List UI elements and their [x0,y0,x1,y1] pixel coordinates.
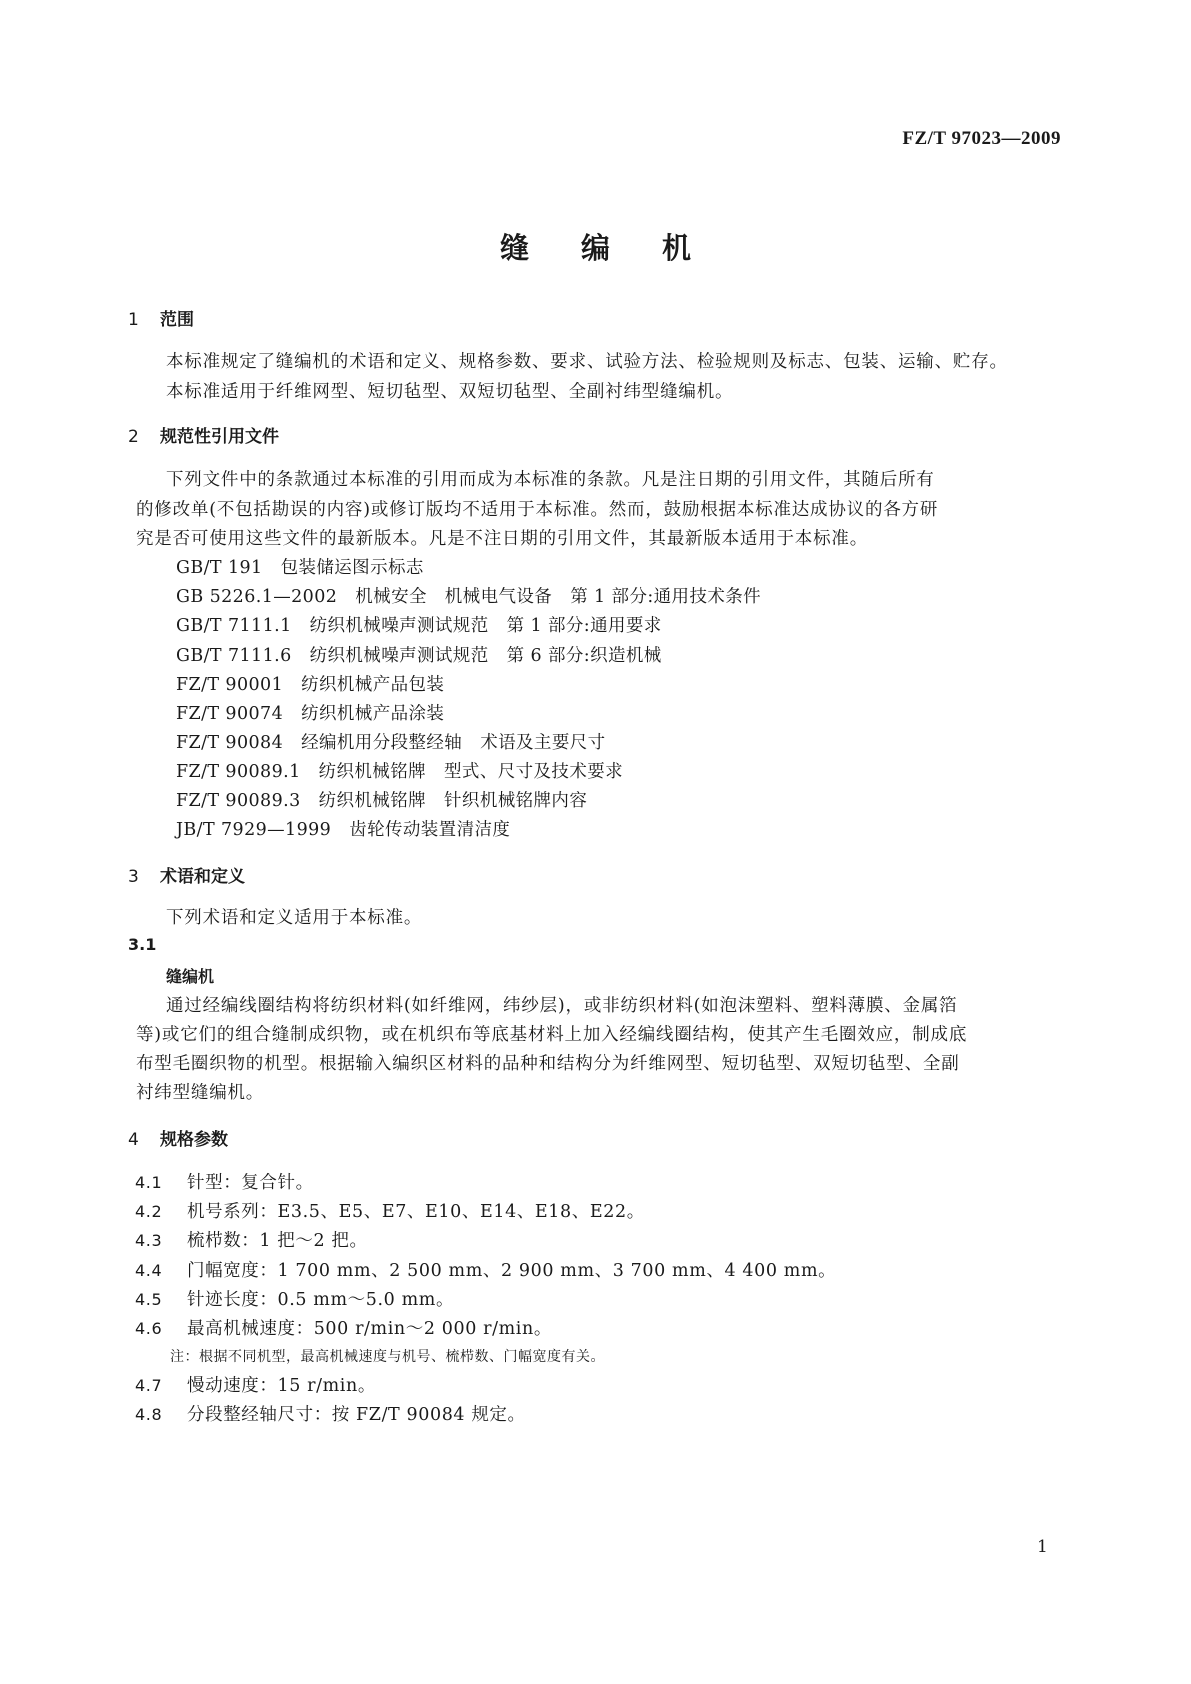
reference-part: 型式、尺寸及技术要求 [444,762,624,782]
reference-item [176,787,587,812]
section-number: 2 [128,427,139,447]
clause-number: 4.8 [135,1405,163,1424]
reference-item [176,583,761,608]
reference-item [176,554,424,579]
reference-item [176,816,510,841]
paragraph: 本标准规定了缝编机的术语和定义、规格参数、要求、试验方法、检验规则及标志、包装、运输、贮存。 [166,352,1008,372]
section-1-heading [128,305,194,330]
reference-title: 纺织机械噪声测试规范 [309,646,489,666]
reference-part: 术语及主要尺寸 [480,733,606,753]
reference-part: 第 1 部分:通用要求 [506,616,662,636]
note: 注：根据不同机型，最高机械速度与机号、梳栉数、门幅宽度有关。 [170,1349,605,1365]
clause-number: 4.1 [135,1173,163,1192]
clause-number: 4.2 [135,1202,163,1221]
reference-code: FZ/T 90089.3 [176,791,301,811]
clause-item [135,1372,376,1397]
reference-title: 齿轮传动装置清洁度 [349,820,511,840]
reference-item [176,758,623,783]
reference-code: GB/T 7111.1 [176,616,292,636]
reference-title: 纺织机械产品涂装 [301,704,445,724]
section-4-heading [128,1125,228,1150]
reference-title: 纺织机械铭牌 [318,791,427,811]
clause-text: 最高机械速度：500 r/min～2 000 r/min。 [187,1319,552,1339]
paragraph: 下列术语和定义适用于本标准。 [166,908,423,928]
reference-title: 包装储运图示标志 [280,558,424,578]
reference-code: FZ/T 90089.1 [176,762,301,782]
reference-title: 纺织机械噪声测试规范 [309,616,489,636]
page-number: 1 [1037,1537,1048,1557]
clause-number: 4.5 [135,1290,163,1309]
reference-part: 第 1 部分:通用技术条件 [570,587,762,607]
term-title: 缝编机 [166,967,215,986]
reference-item [176,612,662,637]
clause-text: 梳栉数：1 把～2 把。 [187,1231,368,1251]
paragraph: 等)或它们的组合缝制成织物，或在机织布等底基材料上加入经编线圈结构，使其产生毛圈效应，制成底 [136,1025,968,1045]
clause-item [135,1315,552,1340]
reference-item [176,729,606,754]
section-title: 范围 [160,310,194,330]
clause-text: 针迹长度：0.5 mm～5.0 mm。 [187,1290,455,1310]
clause-number: 4.4 [135,1261,163,1280]
reference-code: GB/T 191 [176,558,263,578]
paragraph: 通过经编线圈结构将纺织材料(如纤维网，纬纱层)，或非纺织材料(如泡沫塑料、塑料薄膜、金属箔 [166,996,958,1016]
reference-title: 纺织机械产品包装 [301,675,445,695]
reference-part: 第 6 部分:织造机械 [506,646,662,666]
clause-text: 门幅宽度：1 700 mm、2 500 mm、2 900 mm、3 700 mm、4 400 mm。 [187,1261,837,1281]
paragraph: 衬纬型缝编机。 [136,1083,265,1103]
section-number: 1 [128,310,139,330]
paragraph: 究是否可使用这些文件的最新版本。凡是不注日期的引用文件，其最新版本适用于本标准。 [136,529,868,549]
clause-number: 4.6 [135,1319,163,1338]
reference-item [176,671,444,696]
document-title: 缝编机 [499,231,743,265]
section-title: 规格参数 [160,1130,228,1150]
clause-text: 慢动速度：15 r/min。 [187,1376,376,1396]
clause-text: 针型：复合针。 [187,1173,314,1193]
reference-code: GB 5226.1—2002 [176,587,338,607]
clause-item [135,1169,314,1194]
clause-item [135,1401,526,1426]
clause-item [135,1198,645,1223]
reference-code: FZ/T 90084 [176,733,284,753]
reference-title: 经编机用分段整经轴 [301,733,463,753]
section-title: 规范性引用文件 [160,427,279,447]
standard-code: FZ/T 97023—2009 [902,128,1061,149]
paragraph: 本标准适用于纤维网型、短切毡型、双短切毡型、全副衬纬型缝编机。 [166,382,734,402]
subclause-number: 3.1 [128,935,157,954]
clause-number: 4.7 [135,1376,163,1395]
section-number: 3 [128,867,139,887]
section-2-heading [128,422,279,447]
reference-title: 纺织机械铭牌 [318,762,427,782]
clause-text: 分段整经轴尺寸：按 FZ/T 90084 规定。 [187,1405,526,1425]
section-3-heading [128,862,245,887]
clause-item [135,1227,368,1252]
clause-text: 机号系列：E3.5、E5、E7、E10、E14、E18、E22。 [187,1202,645,1222]
section-number: 4 [128,1130,139,1150]
reference-part: 针织机械铭牌内容 [444,791,588,811]
clause-item [135,1257,836,1282]
paragraph: 下列文件中的条款通过本标准的引用而成为本标准的条款。凡是注日期的引用文件，其随后所有 [166,470,935,490]
reference-title: 机械安全 机械电气设备 [355,587,553,607]
reference-item [176,700,444,725]
section-title: 术语和定义 [160,867,245,887]
reference-code: FZ/T 90001 [176,675,284,695]
reference-item [176,642,662,667]
reference-code: JB/T 7929—1999 [176,820,332,840]
clause-item [135,1286,454,1311]
paragraph: 的修改单(不包括勘误的内容)或修订版均不适用于本标准。然而，鼓励根据本标准达成协议的各方研 [136,500,939,520]
reference-code: GB/T 7111.6 [176,646,292,666]
paragraph: 布型毛圈织物的机型。根据输入编织区材料的品种和结构分为纤维网型、短切毡型、双短切毡型、全副 [136,1054,960,1074]
clause-number: 4.3 [135,1231,163,1250]
reference-code: FZ/T 90074 [176,704,284,724]
